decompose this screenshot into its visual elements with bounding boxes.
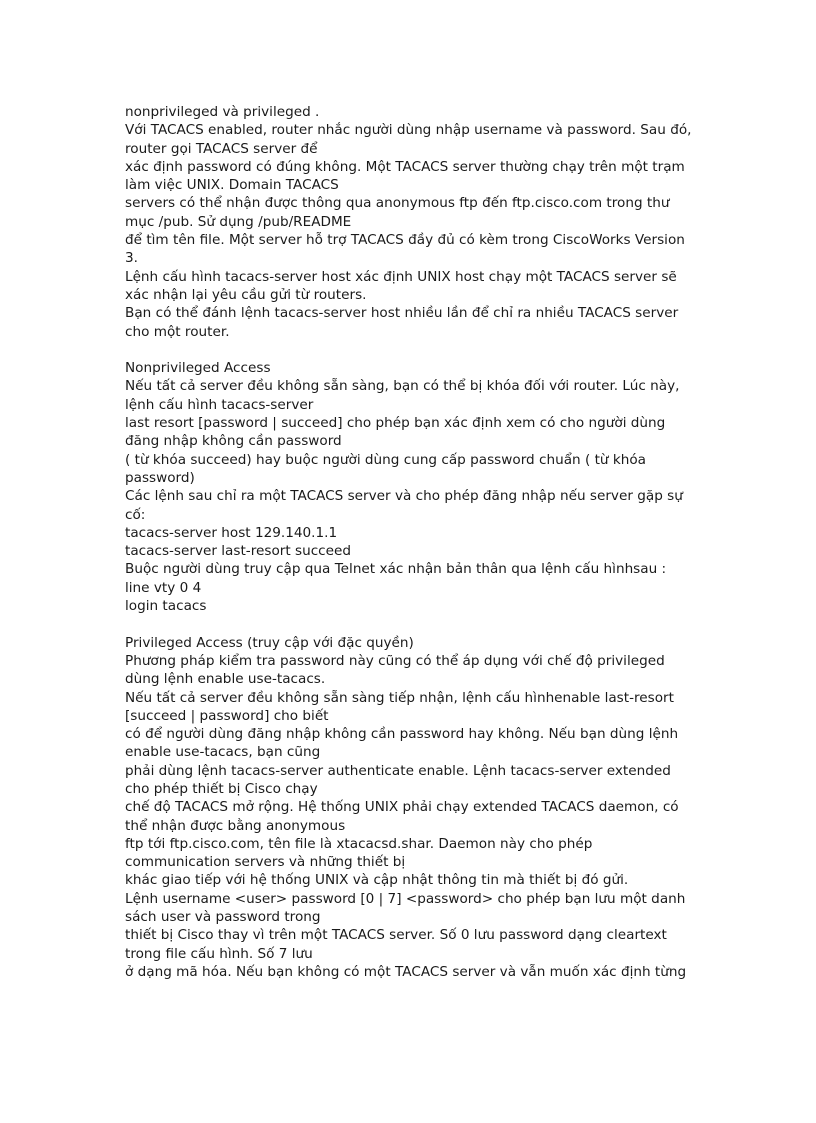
text-line: có để người dùng đăng nhập không cần password hay không. Nếu bạn dùng lệnh <box>125 726 679 743</box>
text-line: cho phép thiết bị Cisco chạy <box>125 780 318 797</box>
command-line: line vty 0 4 <box>125 579 202 596</box>
text-line: chế độ TACACS mở rộng. Hệ thống UNIX phải chạy extended TACACS daemon, có <box>125 799 679 816</box>
text-line: 3. <box>125 250 138 267</box>
text-line: dùng lệnh enable use-tacacs. <box>125 671 326 688</box>
text-line: đăng nhập không cần password <box>125 433 342 450</box>
text-line: Buộc người dùng truy cập qua Telnet xác nhận bản thân qua lệnh cấu hìnhsau : <box>125 561 667 578</box>
text-line: xác định password có đúng không. Một TACACS server thường chạy trên một trạm <box>125 158 685 175</box>
text-line: Phương pháp kiểm tra password này cũng có thể áp dụng với chế độ privileged <box>125 652 665 669</box>
text-line: communication servers và những thiết bị <box>125 854 406 871</box>
text-line: cố: <box>125 506 146 523</box>
text-line: Lệnh username <user> password [0 | 7] <password> cho phép bạn lưu một danh <box>125 890 686 907</box>
text-line: Với TACACS enabled, router nhắc người dùng nhập username và password. Sau đó, <box>125 122 692 139</box>
text-line: servers có thể nhận được thông qua anonymous ftp đến ftp.cisco.com trong thư <box>125 195 670 212</box>
text-line: xác nhận lại yêu cầu gửi từ routers. <box>125 286 367 303</box>
text-line: cho một router. <box>125 323 230 340</box>
command-line: tacacs-server host 129.140.1.1 <box>125 524 338 541</box>
text-line: trong file cấu hình. Số 7 lưu <box>125 945 313 962</box>
text-line: Nếu tất cả server đều không sẵn sàng tiếp nhận, lệnh cấu hìnhenable last-resort <box>125 689 674 706</box>
text-line: Nếu tất cả server đều không sẵn sàng, bạn có thể bị khóa đối với router. Lúc này, <box>125 378 680 395</box>
text-line: ( từ khóa succeed) hay buộc người dùng cung cấp password chuẩn ( từ khóa <box>125 451 646 468</box>
text-line: Các lệnh sau chỉ ra một TACACS server và cho phép đăng nhập nếu server gặp sự <box>125 488 683 505</box>
text-line: thể nhận được bằng anonymous <box>125 817 346 834</box>
text-line: nonprivileged và privileged . <box>125 104 320 120</box>
text-line: làm việc UNIX. Domain TACACS <box>125 177 339 194</box>
text-line: last resort [password | succeed] cho phép bạn xác định xem có cho người dùng <box>125 415 666 432</box>
text-line: Bạn có thể đánh lệnh tacacs-server host nhiều lần để chỉ ra nhiều TACACS server <box>125 305 679 322</box>
document-page <box>125 103 745 981</box>
text-line: phải dùng lệnh tacacs-server authenticate enable. Lệnh tacacs-server extended <box>125 762 671 779</box>
text-line: thiết bị Cisco thay vì trên một TACACS server. Số 0 lưu password dạng cleartext <box>125 927 667 944</box>
paragraph-gap <box>125 341 745 359</box>
text-line: ftp tới ftp.cisco.com, tên file là xtacacsd.shar. Daemon này cho phép <box>125 835 593 852</box>
text-line: enable use-tacacs, bạn cũng <box>125 744 321 761</box>
command-line: tacacs-server last-resort succeed <box>125 543 351 560</box>
text-line: ở dạng mã hóa. Nếu bạn không có một TACACS server và vẫn muốn xác định từng <box>125 963 687 980</box>
text-line: khác giao tiếp với hệ thống UNIX và cập nhật thông tin mà thiết bị đó gửi. <box>125 872 629 889</box>
text-line: Lệnh cấu hình tacacs-server host xác định UNIX host chạy một TACACS server sẽ <box>125 268 677 285</box>
text-line: sách user và password trong <box>125 909 321 926</box>
text-line: router gọi TACACS server để <box>125 140 318 157</box>
paragraph-gap <box>125 615 745 633</box>
text-line: password) <box>125 469 195 486</box>
command-line: login tacacs <box>125 598 207 615</box>
text-line: để tìm tên file. Một server hỗ trợ TACACS đầy đủ có kèm trong CiscoWorks Version <box>125 232 685 249</box>
text-line: lệnh cấu hình tacacs-server <box>125 396 314 413</box>
text-line: mục /pub. Sử dụng /pub/README <box>125 213 352 230</box>
section-heading: Nonprivileged Access <box>125 360 271 377</box>
section-heading: Privileged Access (truy cập với đặc quyền) <box>125 634 414 651</box>
text-line: [succeed | password] cho biết <box>125 707 329 724</box>
